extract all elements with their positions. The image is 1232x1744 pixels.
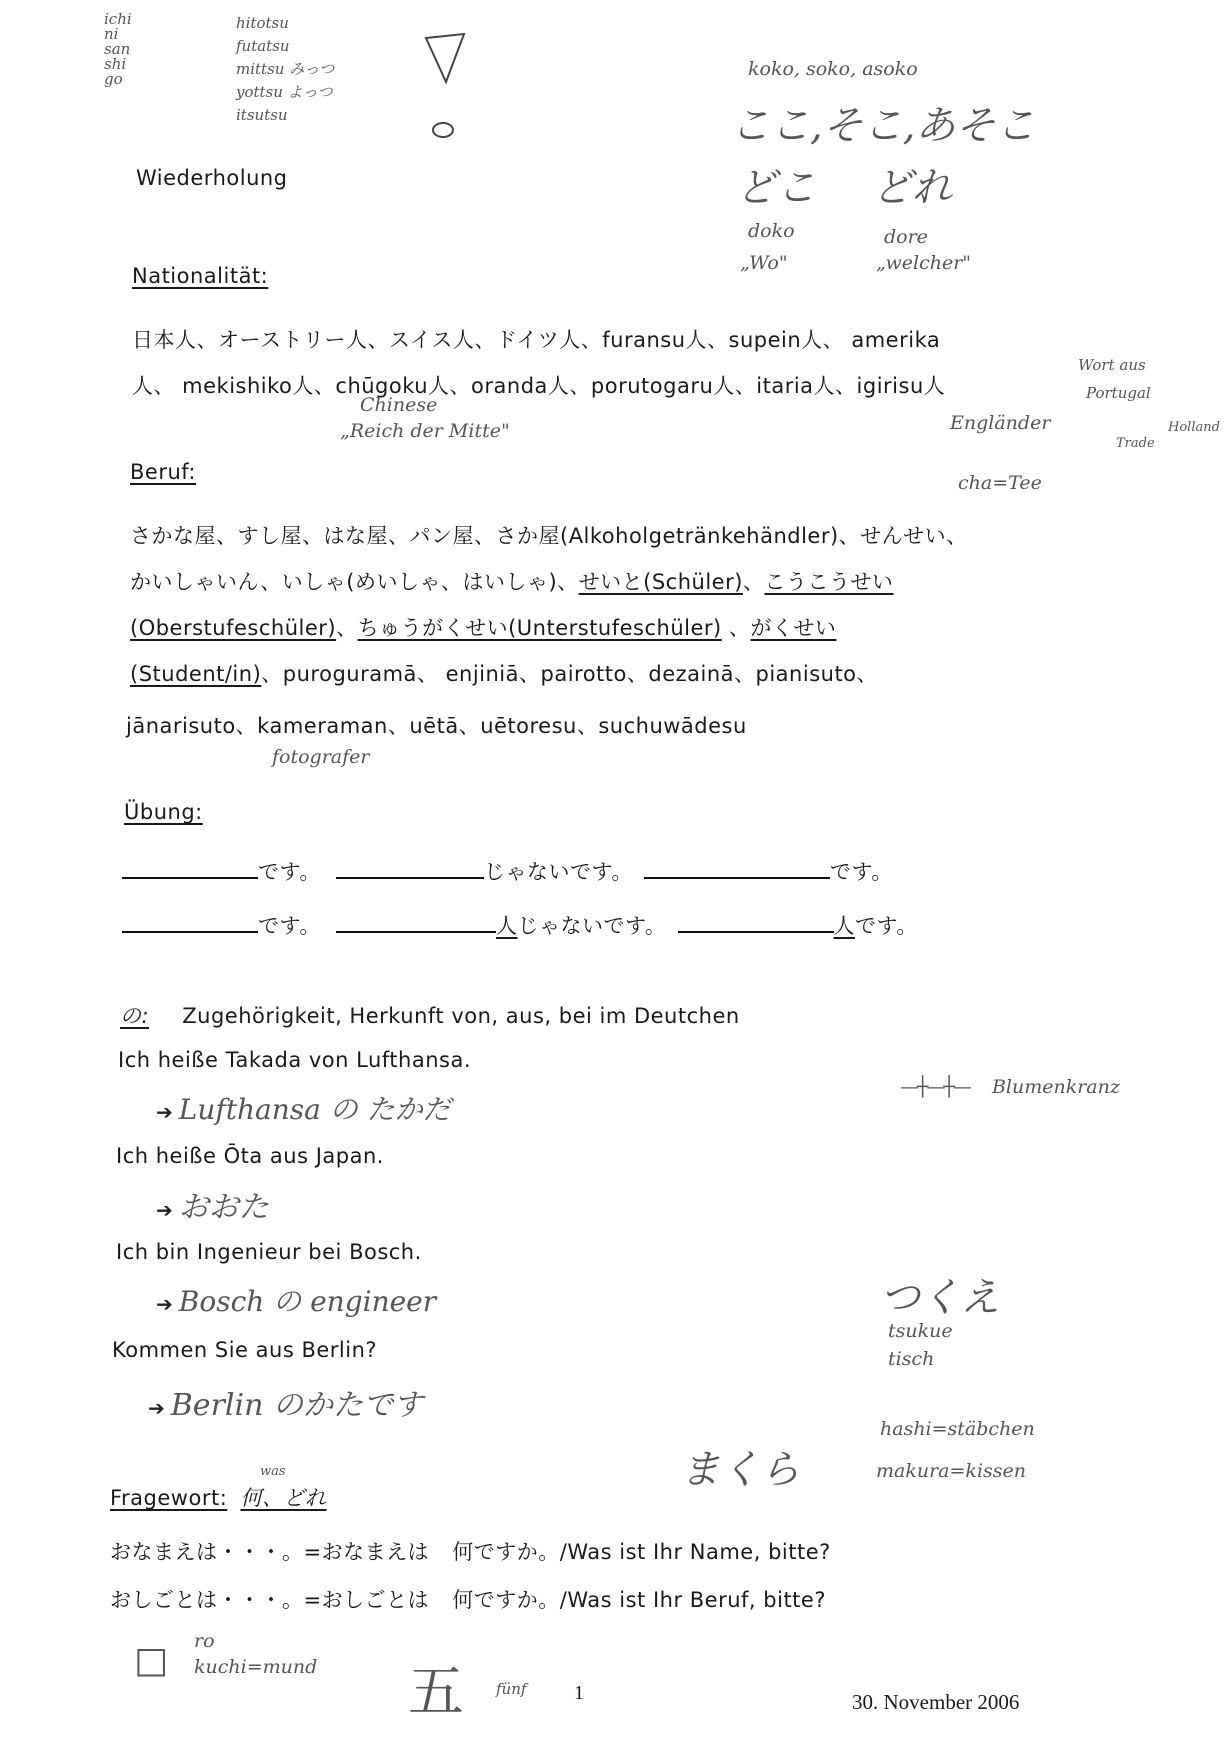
note-kuchi-mund: kuchi=mund — [194, 1656, 318, 1678]
note-tsukue: tsukue — [888, 1320, 953, 1342]
exercise-desu-1: です。 — [258, 860, 321, 884]
no-example-4: Kommen Sie aus Berlin? — [112, 1338, 378, 1362]
question-heading-label: Fragewort: — [110, 1486, 228, 1510]
note-hashi: hashi=stäbchen — [880, 1418, 1035, 1440]
right-arrow-icon: ➔ — [148, 1396, 165, 1420]
note-holland: Holland — [1168, 420, 1220, 435]
exercise-jin-1: 人 — [496, 914, 518, 938]
no-answer-1 — [156, 1088, 451, 1128]
triangle-mark-icon — [420, 28, 470, 88]
romaji-numbers-note — [104, 12, 164, 87]
note-mittsu: mittsu みっつ — [236, 60, 335, 78]
doko-romaji-note: doko — [748, 220, 795, 242]
demonstratives-romaji-note: koko, soko, asoko — [748, 58, 918, 80]
exercise-jin-janai: じゃないです。 — [517, 914, 667, 938]
profession-line-4-b: 、puroguramā、 enjiniā、pairotto、dezainā、pianisuto、 — [261, 662, 879, 686]
note-shi: shi — [104, 55, 127, 73]
note-ni: ni — [104, 25, 119, 43]
note-hitotsu: hitotsu — [236, 14, 289, 32]
note-englaender: Engländer — [950, 412, 1051, 434]
exercise-desu-3: です。 — [258, 914, 321, 938]
note-ichi: ichi — [104, 10, 132, 28]
exercise-line-2 — [122, 910, 918, 940]
profession-line-3 — [130, 612, 836, 642]
page-title: Wiederholung — [136, 166, 288, 190]
kuchi-box-icon: □ — [134, 1640, 169, 1681]
profession-gakusei: がくせい — [750, 616, 837, 640]
no-section-header — [120, 1000, 740, 1030]
exercise-blank-3[interactable] — [644, 877, 830, 879]
note-makura: makura=kissen — [876, 1460, 1026, 1482]
no-answer-4 — [148, 1380, 423, 1424]
no-answer-3 — [156, 1280, 436, 1320]
nationality-line-1: 日本人、オーストリー人、スイス人、ドイツ人、furansu人、supein人、 amerika — [132, 328, 941, 352]
note-was: was — [260, 1464, 286, 1479]
note-blumenkranz: Blumenkranz — [991, 1076, 1120, 1098]
profession-seito: せいと(Schüler) — [578, 570, 743, 594]
note-blumenkranz-group — [900, 1076, 1120, 1098]
exercise-blank-6[interactable] — [678, 931, 834, 933]
note-fotografer: fotografer — [272, 746, 370, 768]
profession-oberstufe: (Oberstufeschüler) — [130, 616, 337, 640]
no-example-2: Ich heiße Ōta aus Japan. — [116, 1144, 384, 1168]
profession-line-2-a: かいしゃいん、いしゃ(めいしゃ、はいしゃ)、 — [130, 570, 579, 594]
profession-line-3-d: 、 — [721, 616, 751, 640]
exercise-blank-1[interactable] — [122, 877, 258, 879]
question-line-1 — [110, 1536, 831, 1566]
exercise-janai: じゃないです。 — [484, 860, 633, 884]
note-reich-der-mitte: „Reich der Mitte" — [340, 420, 510, 442]
question-1-answer: 何ですか。/Was ist Ihr Name, bitte? — [452, 1540, 831, 1564]
profession-heading: Beruf: — [130, 460, 196, 484]
question-heading — [110, 1482, 326, 1512]
exercise-blank-2[interactable] — [336, 877, 484, 879]
note-yottsu: yottsu よっつ — [236, 83, 333, 101]
right-arrow-icon: ➔ — [156, 1100, 173, 1124]
nationality-line-2: 人、 mekishiko人、chūgoku人、oranda人、porutogaru人、itaria人、igirisu人 — [132, 374, 946, 398]
question-2-japanese: おしごとは・・・。=おしごとは — [110, 1588, 430, 1612]
double-cross-mark-icon: —┼—┼— — [900, 1076, 970, 1098]
note-go-kanji: 五 — [408, 1660, 464, 1725]
note-go: go — [104, 70, 123, 88]
note-san: san — [104, 40, 131, 58]
no-example-3: Ich bin Ingenieur bei Bosch. — [116, 1240, 422, 1264]
note-tea: cha=Tee — [958, 472, 1042, 494]
page-number: 1 — [574, 1682, 584, 1704]
note-itsutsu: itsutsu — [236, 106, 288, 124]
question-2-answer: 何ですか。/Was ist Ihr Beruf, bitte? — [452, 1588, 826, 1612]
no-answer-2-text: おおた — [178, 1190, 269, 1225]
note-futatsu: futatsu — [236, 37, 290, 55]
counters-note — [236, 12, 436, 127]
profession-line-2-c: 、 — [742, 570, 765, 594]
exercise-blank-4[interactable] — [122, 931, 258, 933]
demonstratives-kana-note: ここ,そこ,あそこ — [730, 103, 1036, 149]
profession-line-2 — [130, 566, 893, 596]
note-tisch: tisch — [888, 1348, 935, 1370]
exercise-line-1 — [122, 856, 893, 886]
note-ro: ro — [194, 1630, 215, 1652]
profession-student: (Student/in) — [130, 662, 262, 686]
no-answer-2 — [156, 1182, 269, 1226]
dore-kana-note: どれ — [872, 165, 952, 211]
note-chinese: Chinese — [360, 394, 438, 416]
no-particle-heading: の: — [120, 1004, 150, 1028]
no-answer-3-text: Bosch の engineer — [178, 1285, 437, 1318]
doko-kana-note: どこ — [736, 165, 816, 211]
note-makura-kana: まくら — [680, 1447, 800, 1493]
right-arrow-icon: ➔ — [156, 1198, 173, 1222]
question-heading-words: 何、どれ — [240, 1486, 327, 1510]
exercise-jin-desu: です。 — [855, 914, 918, 938]
exercise-blank-5[interactable] — [336, 931, 496, 933]
no-answer-4-text: Berlin のかたです — [170, 1388, 423, 1423]
wo-note: „Wo" — [740, 252, 788, 274]
profession-koukousei: こうこうせい — [764, 570, 894, 594]
note-trade: Trade — [1116, 436, 1155, 451]
exercise-heading: Übung: — [124, 800, 203, 824]
question-1-japanese: おなまえは・・・。=おなまえは — [110, 1540, 430, 1564]
document-date: 30. November 2006 — [852, 1690, 1020, 1714]
nationality-heading: Nationalität: — [132, 264, 269, 288]
profession-chuugakusei: ちゅうがくせい(Unterstufeschüler) — [357, 616, 722, 640]
profession-line-1: さかな屋、すし屋、はな屋、パン屋、さか屋(Alkoholgetränkehändler)、せんせい、 — [130, 524, 968, 548]
note-wort-aus: Wort aus — [1078, 356, 1146, 374]
dore-romaji-note: dore — [884, 226, 928, 248]
note-portugal: Portugal — [1086, 384, 1151, 402]
note-tsukue-kana: つくえ — [880, 1275, 1000, 1321]
no-example-1: Ich heiße Takada von Lufthansa. — [118, 1048, 471, 1072]
exercise-desu-2: です。 — [830, 860, 893, 884]
welcher-note: „welcher" — [876, 252, 972, 274]
no-particle-description: Zugehörigkeit, Herkunft von, aus, bei im Deutchen — [182, 1004, 740, 1028]
question-line-2 — [110, 1584, 826, 1614]
profession-line-4 — [130, 658, 878, 688]
no-answer-1-text: Lufthansa の たかだ — [178, 1093, 451, 1126]
right-arrow-icon: ➔ — [156, 1292, 173, 1316]
circle-mark-icon — [428, 118, 458, 142]
profession-line-5: jānarisuto、kameraman、uētā、uētoresu、suchuwādesu — [126, 714, 747, 738]
note-fuenf: fünf — [496, 1680, 527, 1698]
profession-line-3-b: 、 — [336, 616, 358, 640]
exercise-jin-2: 人 — [833, 914, 856, 938]
